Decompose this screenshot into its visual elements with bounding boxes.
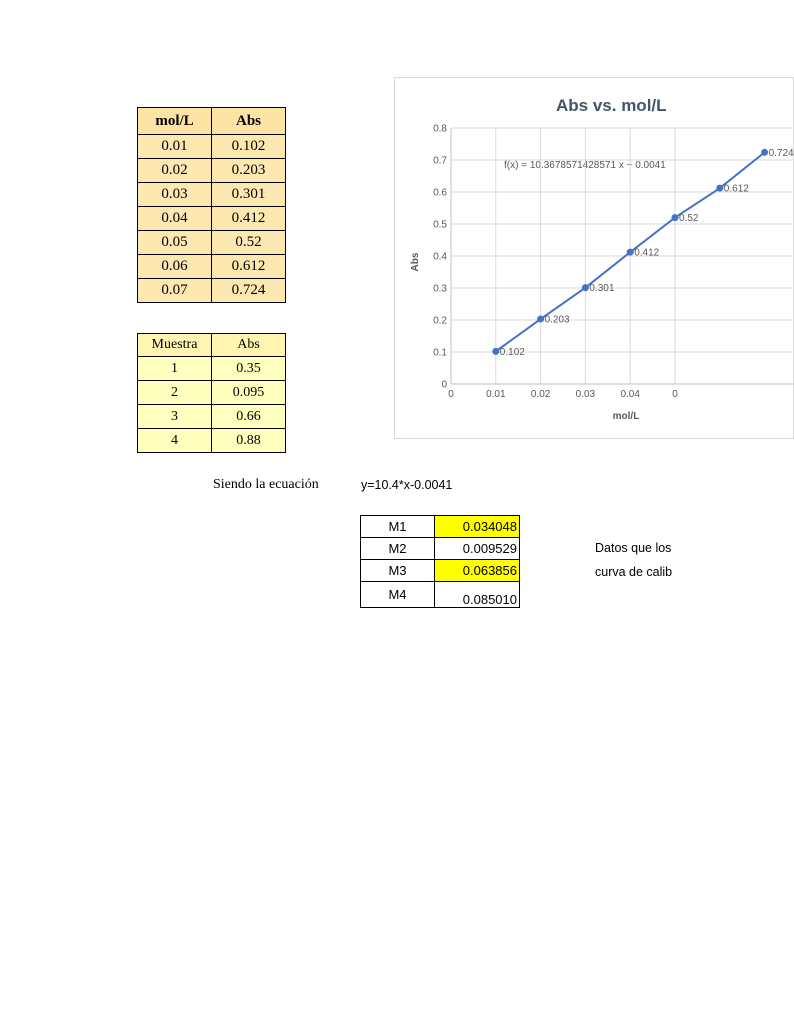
chart-svg bbox=[394, 77, 794, 439]
data-label: 0.301 bbox=[589, 283, 615, 295]
cell-sample-id[interactable]: M1 bbox=[361, 516, 435, 538]
cell-mol-l[interactable]: 0.07 bbox=[138, 279, 212, 303]
table-row bbox=[138, 405, 286, 429]
cell-muestra[interactable]: 1 bbox=[138, 357, 212, 381]
table-row bbox=[138, 231, 286, 255]
table-row bbox=[138, 207, 286, 231]
calibration-table bbox=[137, 107, 286, 303]
calibration-header-row bbox=[138, 108, 286, 135]
cell-abs[interactable]: 0.095 bbox=[212, 381, 286, 405]
y-axis-label: Abs bbox=[410, 252, 421, 272]
cell-muestra[interactable]: 4 bbox=[138, 429, 212, 453]
cell-abs[interactable]: 0.52 bbox=[212, 231, 286, 255]
table-row bbox=[361, 560, 520, 582]
x-tick-label: 0.01 bbox=[486, 389, 506, 400]
table-row bbox=[138, 429, 286, 453]
cell-muestra[interactable]: 2 bbox=[138, 381, 212, 405]
cell-abs[interactable]: 0.66 bbox=[212, 405, 286, 429]
cell-mol-l[interactable]: 0.02 bbox=[138, 159, 212, 183]
y-tick-label: 0.3 bbox=[433, 283, 447, 295]
x-tick-label: 0 bbox=[672, 389, 678, 400]
y-tick-label: 0 bbox=[441, 379, 447, 391]
x-axis-label: mol/L bbox=[612, 411, 640, 422]
equation-label[interactable]: Siendo la ecuación bbox=[213, 477, 319, 492]
y-tick-label: 0.1 bbox=[433, 347, 447, 359]
cell-abs[interactable]: 0.102 bbox=[212, 135, 286, 159]
y-axis-ticks bbox=[433, 124, 447, 391]
header-abs: Abs bbox=[212, 334, 286, 357]
cell-abs[interactable]: 0.203 bbox=[212, 159, 286, 183]
samples-header-row bbox=[138, 334, 286, 357]
y-tick-label: 0.7 bbox=[433, 155, 447, 167]
data-point bbox=[582, 284, 589, 291]
table-row bbox=[361, 538, 520, 560]
x-tick-label: 0.03 bbox=[575, 389, 596, 400]
cell-sample-id[interactable]: M3 bbox=[361, 560, 435, 582]
cell-mol-l[interactable]: 0.03 bbox=[138, 183, 212, 207]
data-label: 0.412 bbox=[634, 247, 660, 259]
header-abs: Abs bbox=[212, 108, 286, 135]
table-row bbox=[138, 357, 286, 381]
cell-mol-l[interactable]: 0.04 bbox=[138, 207, 212, 231]
cell-mol-l[interactable]: 0.01 bbox=[138, 135, 212, 159]
x-tick-label: 0.04 bbox=[620, 389, 640, 400]
y-tick-label: 0.5 bbox=[433, 219, 447, 231]
data-point bbox=[716, 185, 723, 192]
y-tick-label: 0.2 bbox=[433, 315, 447, 327]
cell-abs[interactable]: 0.35 bbox=[212, 357, 286, 381]
data-point bbox=[537, 316, 544, 323]
cell-abs[interactable]: 0.412 bbox=[212, 207, 286, 231]
x-tick-label: 0 bbox=[448, 389, 454, 400]
data-label: 0.102 bbox=[499, 346, 525, 358]
table-row bbox=[138, 159, 286, 183]
cell-muestra[interactable]: 3 bbox=[138, 405, 212, 429]
data-label: 0.203 bbox=[544, 314, 570, 326]
cell-concentration[interactable]: 0.085010 bbox=[435, 582, 520, 608]
trendline-equation: f(x) = 10.3678571428571 x − 0.0041 bbox=[504, 160, 666, 171]
table-row bbox=[138, 255, 286, 279]
table-row bbox=[361, 516, 520, 538]
data-point bbox=[672, 214, 679, 221]
table-row bbox=[138, 135, 286, 159]
note-line-1[interactable]: Datos que los bbox=[595, 541, 672, 555]
cell-mol-l[interactable]: 0.06 bbox=[138, 255, 212, 279]
cell-mol-l[interactable]: 0.05 bbox=[138, 231, 212, 255]
table-row bbox=[361, 582, 520, 608]
y-tick-label: 0.8 bbox=[433, 123, 447, 135]
data-label: 0.724 bbox=[768, 147, 794, 159]
calibration-chart[interactable] bbox=[394, 77, 794, 439]
data-point bbox=[492, 348, 499, 355]
cell-abs[interactable]: 0.612 bbox=[212, 255, 286, 279]
cell-concentration[interactable]: 0.009529 bbox=[435, 538, 520, 560]
x-tick-label: 0.02 bbox=[530, 389, 551, 400]
cell-concentration[interactable]: 0.034048 bbox=[435, 516, 520, 538]
table-row bbox=[138, 183, 286, 207]
y-tick-label: 0.4 bbox=[433, 251, 447, 263]
y-tick-label: 0.6 bbox=[433, 187, 447, 199]
equation-value[interactable]: y=10.4*x-0.0041 bbox=[361, 478, 453, 492]
cell-abs[interactable]: 0.724 bbox=[212, 279, 286, 303]
cell-abs[interactable]: 0.88 bbox=[212, 429, 286, 453]
data-point bbox=[627, 249, 634, 256]
data-label: 0.52 bbox=[679, 213, 699, 225]
cell-concentration[interactable]: 0.063856 bbox=[435, 560, 520, 582]
cell-abs[interactable]: 0.301 bbox=[212, 183, 286, 207]
results-table bbox=[360, 515, 520, 608]
table-row bbox=[138, 381, 286, 405]
data-label: 0.612 bbox=[723, 183, 749, 195]
data-point bbox=[761, 149, 768, 156]
cell-sample-id[interactable]: M2 bbox=[361, 538, 435, 560]
chart-title: Abs vs. mol/L bbox=[556, 96, 667, 115]
header-muestra: Muestra bbox=[138, 334, 212, 357]
table-row bbox=[138, 279, 286, 303]
header-mol-l: mol/L bbox=[138, 108, 212, 135]
note-line-2[interactable]: curva de calib bbox=[595, 565, 673, 579]
samples-table bbox=[137, 333, 286, 453]
cell-sample-id[interactable]: M4 bbox=[361, 582, 435, 608]
